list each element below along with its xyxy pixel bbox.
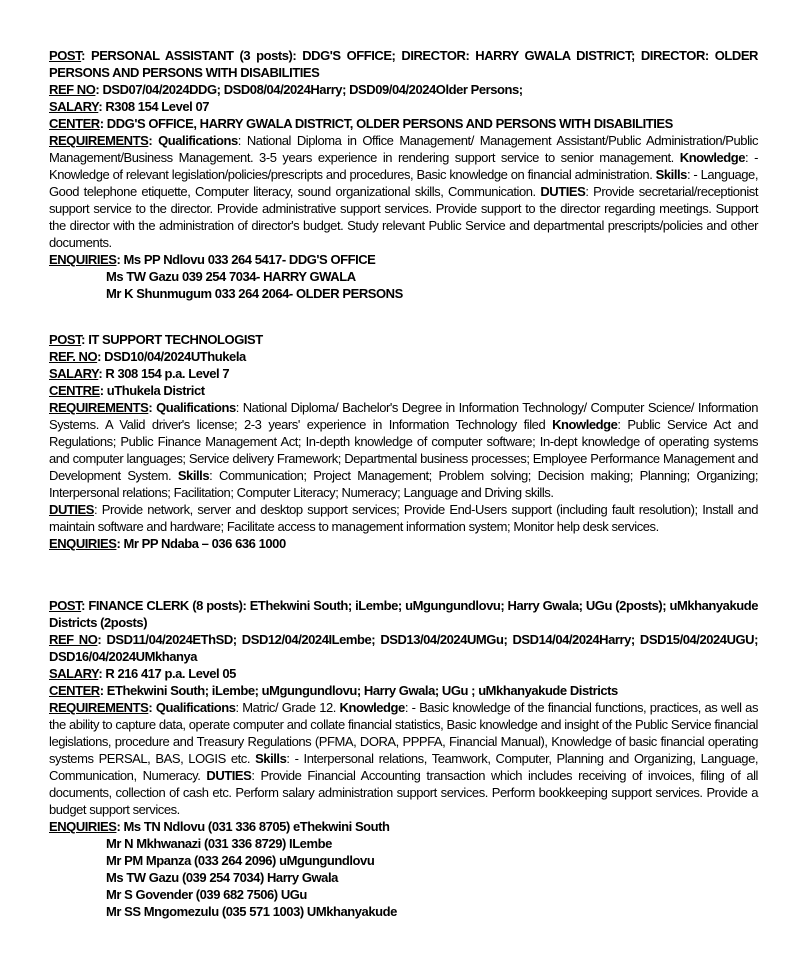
text-run: : (148, 700, 156, 715)
text-run: : (148, 400, 157, 415)
field-label: ENQUIRIES (49, 819, 117, 834)
enquiries-extra-line: Mr K Shunmugum 033 264 2064- OLDER PERSONS (106, 286, 403, 301)
text-run: : Communication; Project Management; Problem solving; Decision making; Planning; Organizing; Interpersonal relations; Facilitation; Computer Literacy; Numeracy; Language and Driving skills. (49, 468, 758, 500)
field-label: CENTER (49, 116, 100, 131)
text-run: : IT SUPPORT TECHNOLOGIST (81, 332, 263, 347)
text-run: : DSD11/04/2024EThSD; DSD12/04/2024ILembe; DSD13/04/2024UMGu; DSD14/04/2024Harry; DSD15/04/2024UGU; DSD16/04/2024UMkhanya (49, 632, 758, 664)
field-label: POST (49, 598, 82, 613)
text-run: : EThekwini South; iLembe; uMgungundlovu; Harry Gwala; UGu ; uMkhanyakude Districts (99, 683, 618, 698)
text-run: : Mr PP Ndaba – 036 636 1000 (116, 536, 286, 551)
text-run: : PERSONAL ASSISTANT (3 posts): DDG'S OFFICE; DIRECTOR: HARRY GWALA DISTRICT; DIRECTOR: OLDER PERSONS AND PERSONS WITH DISABILITIES (49, 48, 758, 80)
text-run: : FINANCE CLERK (8 posts): EThekwini South; iLembe; uMgungundlovu; Harry Gwala; UGu (2posts); uMkhanyakude Districts (2posts) (49, 598, 758, 630)
text-run: : - Language, Good telephone etiquette, Computer literacy, sound organizational skills, Communication. (49, 167, 758, 199)
job-post (49, 47, 758, 302)
field-label: REQUIREMENTS (49, 133, 149, 148)
field-line (49, 382, 758, 399)
text-run: : R308 154 Level 07 (98, 99, 210, 114)
field-label: POST (49, 48, 82, 63)
paragraph (49, 699, 758, 818)
text-run: Skills (177, 468, 210, 483)
field-label: SALARY (49, 99, 99, 114)
enquiries-line (49, 251, 758, 268)
field-label: REF NO (49, 82, 96, 97)
field-label: ENQUIRIES (49, 252, 117, 267)
text-run: Qualifications (156, 400, 236, 415)
field-line (49, 631, 758, 665)
paragraph (49, 501, 758, 535)
enquiries-extra-line: Mr S Govender (039 682 7506) UGu (106, 887, 307, 902)
field-line (49, 665, 758, 682)
text-run: : - Knowledge of relevant legislation/policies/prescripts and procedures, Basic knowledge on financial administration. (49, 150, 758, 182)
text-run: Knowledge (339, 700, 405, 715)
document-body (49, 47, 758, 920)
post-heading-line (49, 331, 758, 348)
enquiries-line (49, 818, 758, 835)
enquiries-extra-line: Ms TW Gazu 039 254 7034- HARRY GWALA (106, 269, 356, 284)
text-run: Qualifications (155, 700, 236, 715)
field-label: REQUIREMENTS (49, 400, 149, 415)
text-run: Knowledge (552, 417, 618, 432)
enquiries-extra-line: Ms TW Gazu (039 254 7034) Harry Gwala (106, 870, 338, 885)
paragraph (49, 132, 758, 251)
field-line (49, 348, 758, 365)
field-label: SALARY (49, 666, 99, 681)
text-run: Skills (255, 751, 287, 766)
field-label: REQUIREMENTS (49, 700, 149, 715)
field-label: CENTRE (49, 383, 100, 398)
text-run: : - Basic knowledge of the financial functions, practices, as well as the ability to capture data, operate computer and collate financial statistics, Basic knowledge and insight of the Public Service financial legislations, procedure and Treasury Regulations (PFMA, DORA, PPPFA, Financial Manual), Knowledge of basic financial operating systems PERSAL, BAS, LOGIS etc. (49, 700, 758, 766)
field-line (49, 81, 758, 98)
post-heading-line (49, 597, 758, 631)
field-line (49, 98, 758, 115)
text-run: : DDG'S OFFICE, HARRY GWALA DISTRICT, OLDER PERSONS AND PERSONS WITH DISABILITIES (99, 116, 673, 131)
field-line (49, 682, 758, 699)
text-run: Qualifications (158, 133, 238, 148)
field-label: REF NO (49, 632, 98, 647)
text-run: : Ms PP Ndlovu 033 264 5417- DDG'S OFFICE (116, 252, 376, 267)
field-label: POST (49, 332, 82, 347)
text-run: : Matric/ Grade 12. (235, 700, 340, 715)
field-label: DUTIES (49, 502, 94, 517)
field-label: ENQUIRIES (49, 536, 117, 551)
field-label: CENTER (49, 683, 100, 698)
text-run: : National Diploma/ Bachelor's Degree in Information Technology/ Computer Science/ Information Systems. A Valid driver's license; 2-3 years' experience in Information Technology filed (49, 400, 758, 432)
job-post (49, 331, 758, 552)
post-heading-line (49, 47, 758, 81)
text-run: : National Diploma in Office Management/ Management Assistant/Public Administration/Public Management/Business Management. 3-5 years experience in rendering support service to senior management. (49, 133, 758, 165)
enquiries-extra-line: Mr PM Mpanza (033 264 2096) uMgungundlovu (106, 853, 375, 868)
text-run: : R 216 417 p.a. Level 05 (98, 666, 236, 681)
text-run: DUTIES (206, 768, 252, 783)
paragraph (49, 399, 758, 501)
text-run: : - Interpersonal relations, Teamwork, Computer, Planning and Organizing, Language, Communication, Numeracy. (49, 751, 759, 783)
field-line (49, 365, 758, 382)
text-run: : Ms TN Ndlovu (031 336 8705) eThekwini South (116, 819, 390, 834)
job-post (49, 597, 758, 920)
text-run: Skills (655, 167, 687, 182)
text-run: : DSD10/04/2024UThukela (97, 349, 246, 364)
text-run: Knowledge (679, 150, 746, 165)
enquiries-extra-line: Mr SS Mngomezulu (035 571 1003) UMkhanyakude (106, 904, 397, 919)
enquiries-line (49, 535, 758, 552)
field-label: SALARY (49, 366, 99, 381)
field-line (49, 115, 758, 132)
text-run: : R 308 154 p.a. Level 7 (98, 366, 230, 381)
text-run: DUTIES (540, 184, 586, 199)
text-run: : uThukela District (99, 383, 205, 398)
text-run: : (148, 133, 159, 148)
text-run: : Provide network, server and desktop support services; Provide End-Users support (including fault resolution); Install and maintain software and hardware; Facilitate access to management information system; Monitor help desk services. (49, 502, 758, 534)
field-label: REF. NO (49, 349, 98, 364)
text-run: : Provide secretarial/receptionist support service to the director. Provide administrative support services. Provide support to the director regarding meetings. Support the director with the administration of director's budget. Study relevant Public Service and departmental prescripts/policies and other documents. (49, 184, 759, 250)
enquiries-extra-line: Mr N Mkhwanazi (031 336 8729) ILembe (106, 836, 332, 851)
text-run: : Provide Financial Accounting transaction which includes receiving of invoices, filing of all documents, collection of cash etc. Perform salary administration support services. Perform bookkeeping support services. Provide a budget support services. (49, 768, 758, 817)
text-run: : DSD07/04/2024DDG; DSD08/04/2024Harry; DSD09/04/2024Older Persons; (95, 82, 523, 97)
text-run: : Public Service Act and Regulations; Public Finance Management Act; In-depth knowledge of computer software; In-dept knowledge of operating systems and computer languages; Service delivery Framework; Departmental business processes; Employee Performance Management and Development System. (49, 417, 758, 483)
